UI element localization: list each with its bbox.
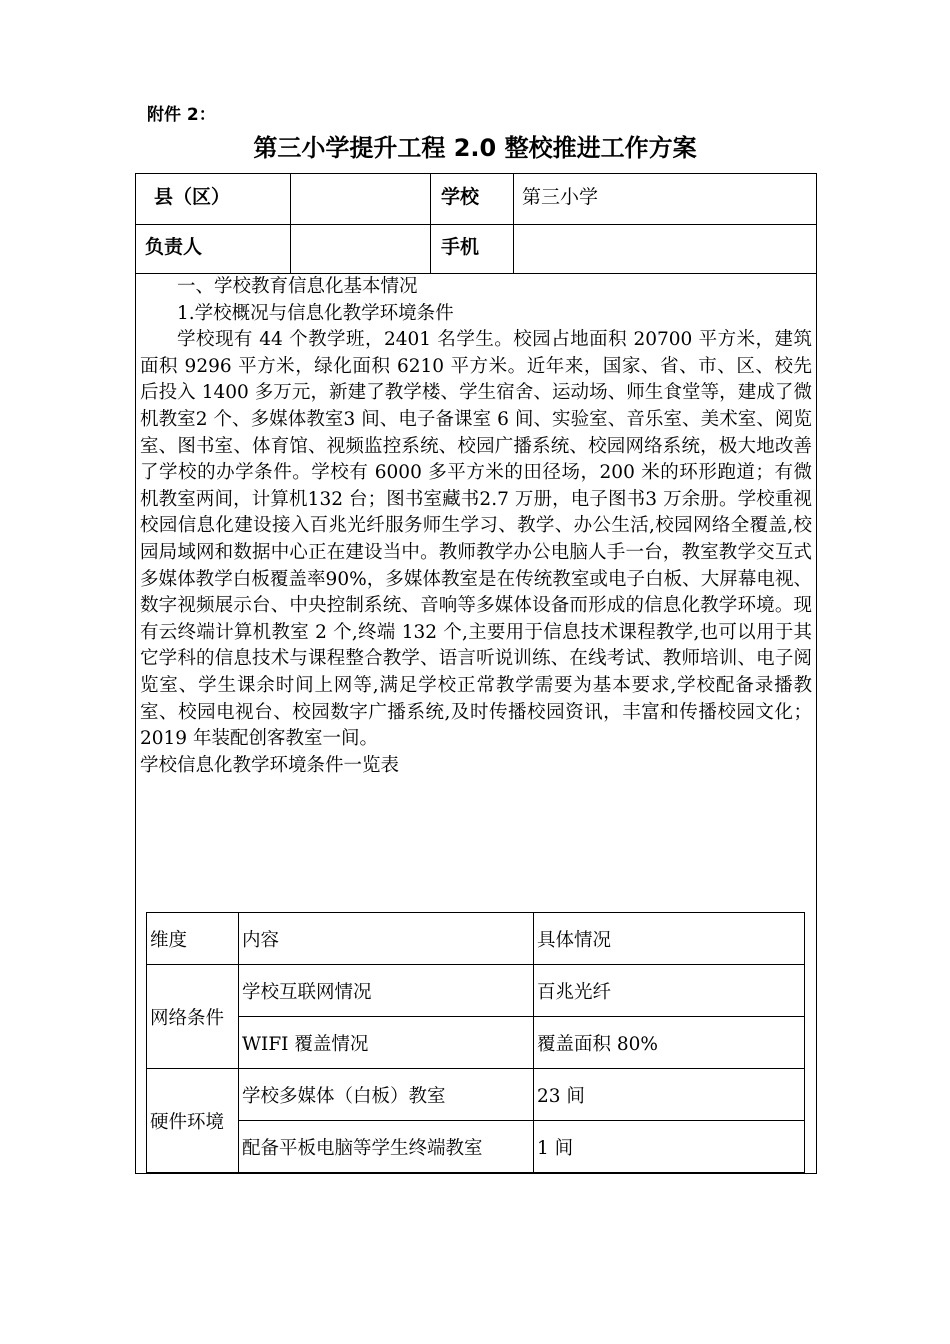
environment-table — [146, 912, 805, 1173]
dimension-cell: 网络条件 — [147, 965, 239, 1069]
detail-cell: 23 间 — [534, 1069, 805, 1121]
page-title: 第三小学提升工程 2.0 整校推进工作方案 — [253, 134, 697, 162]
header-cell-detail: 具体情况 — [534, 913, 805, 965]
section-subheading: 1.学校概况与信息化教学环境条件 — [177, 302, 454, 324]
header-cell-dimension: 维度 — [147, 913, 239, 965]
content-cell: 学校互联网情况 — [239, 965, 534, 1017]
header-row-divider — [135, 224, 817, 225]
attachment-label: 附件 2： — [147, 105, 216, 125]
section-heading: 一、学校教育信息化基本情况 — [177, 276, 418, 297]
detail-cell: 覆盖面积 80% — [534, 1017, 805, 1069]
table-row — [147, 1121, 805, 1173]
content-cell: 学校多媒体（白板）教室 — [239, 1069, 534, 1121]
header-cell-content: 内容 — [239, 913, 534, 965]
person-label: 负责人 — [145, 236, 203, 258]
county-label: 县（区） — [154, 186, 231, 208]
table-row — [147, 965, 805, 1017]
detail-cell: 1 间 — [534, 1121, 805, 1173]
table-caption: 学校信息化教学环境条件一览表 — [140, 754, 400, 776]
overview-paragraph: 学校现有 44 个教学班，2401 名学生。校园占地面积 20700 平方米，建筑面积 9296 平方米，绿化面积 6210 平方米。近年来，国家、省、市、区、校先后投入 1400 多万元，新建了教学楼、学生宿舍、运动场、师生食堂等，建成了微机教室2 个、多媒体教室3 间、电子备课室 6 间、实验室、音乐室、美术室、阅览室、图书室、体育馆、视频监控系统、校园广播系统、校园网络系统，极大地改善了学校的办学条件。学校有 6000 多平方米的田径场，200 米的环形跑道；有微机教室两间，计算机132 台；图书室藏书2.7 万册，电子图书3 万余册。学校重视校园信息化建设接入百兆光纤服务师生学习、教学、办公生活,校园网络全覆盖,校园局域网和数据中心正在建设当中。教师教学办公电脑人手一台，教室教学交互式多媒体教学白板覆盖率90%，多媒体教室是在传统教室或电子白板、大屏幕电视、数字视频展示台、中央控制系统、音响等多媒体设备而形成的信息化教学环境。现有云终端计算机教室 2 个,终端 132 个,主要用于信息技术课程教学,也可以用于其它学科的信息技术与课程整合教学、语言听说训练、在线考试、教师培训、电子阅览室、学生课余时间上网等,满足学校正常教学需要为基本要求,学校配备录播教室、校园电视台、校园数字广播系统,及时传播校园资讯，丰富和传播校园文化； 2019 年装配创客教室一间。 — [140, 329, 812, 750]
dimension-cell: 硬件环境 — [147, 1069, 239, 1173]
school-value: 第三小学 — [522, 186, 599, 208]
table-row — [147, 1069, 805, 1121]
content-cell: WIFI 覆盖情况 — [239, 1017, 534, 1069]
header-col-divider-3 — [513, 173, 514, 274]
table-header-row — [147, 913, 805, 965]
phone-label: 手机 — [441, 236, 480, 258]
content-cell: 配备平板电脑等学生终端教室 — [239, 1121, 534, 1173]
detail-cell: 百兆光纤 — [534, 965, 805, 1017]
header-col-divider-1 — [290, 173, 291, 274]
header-col-divider-2 — [430, 173, 431, 274]
section-body — [140, 274, 812, 779]
table-row — [147, 1017, 805, 1069]
school-label: 学校 — [441, 186, 480, 208]
